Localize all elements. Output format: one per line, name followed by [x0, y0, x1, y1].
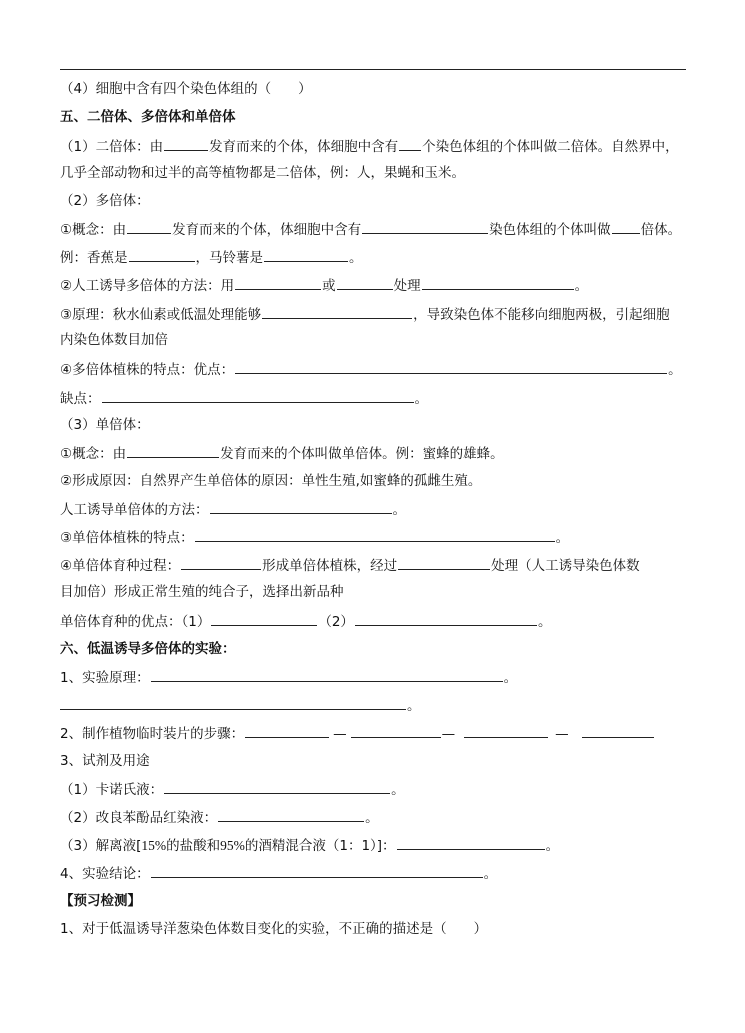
blank[interactable]	[351, 723, 441, 738]
polyploid-method: ②人工诱导多倍体的方法：用 或 处理 。	[60, 275, 695, 296]
blank[interactable]	[397, 835, 545, 850]
section-6-heading: 六、低温诱导多倍体的实验：	[60, 641, 236, 657]
reagent-dissociation: （3）解离液[15%的盐酸和95%的酒精混合液（1：1）]： 。	[60, 835, 695, 856]
blank[interactable]	[60, 695, 406, 710]
blank[interactable]	[264, 247, 348, 262]
blank[interactable]	[398, 555, 490, 570]
section-5-heading: 五、二倍体、多倍体和单倍体	[60, 109, 236, 125]
blank[interactable]	[612, 219, 640, 234]
experiment-conclusion: 4、实验结论： 。	[60, 863, 695, 884]
blank[interactable]	[129, 247, 195, 262]
blank[interactable]	[337, 275, 393, 290]
question-4: （4）细胞中含有四个染色体组的（ ）	[60, 81, 312, 97]
polyploid-drawbacks: 缺点： 。	[60, 388, 695, 409]
polyploid-examples: 例：香蕉是 ，马铃薯是 。	[60, 247, 695, 268]
blank[interactable]	[127, 443, 219, 458]
blank[interactable]	[164, 779, 390, 794]
blank[interactable]	[218, 807, 364, 822]
reagent-carnoy: （1）卡诺氏液： 。	[60, 779, 695, 800]
preview-question-1: 1、对于低温诱导洋葱染色体数目变化的实验，不正确的描述是（ ）	[60, 921, 488, 937]
blank[interactable]	[151, 863, 483, 878]
blank[interactable]	[355, 611, 537, 626]
haploid-heading: （3）单倍体：	[60, 417, 150, 433]
blank[interactable]	[422, 275, 574, 290]
polyploid-traits: ④多倍体植株的特点：优点： 。	[60, 359, 695, 380]
header-rule	[60, 69, 686, 70]
reagents-heading: 3、试剂及用途	[60, 753, 150, 769]
diploid-definition: （1）二倍体：由 发育而来的个体，体细胞中含有 个染色体组的个体叫做二倍体。自然界中，	[60, 136, 695, 157]
blank[interactable]	[181, 555, 261, 570]
blank[interactable]	[102, 388, 414, 403]
haploid-traits: ③单倍体植株的特点： 。	[60, 527, 695, 548]
haploid-breeding: ④单倍体育种过程： 形成单倍体植株，经过 处理（人工诱导染色体数	[60, 555, 695, 576]
polyploid-principle-cont: 内染色体数目加倍	[60, 332, 168, 348]
haploid-breeding-cont: 目加倍）形成正常生殖的纯合子，选择出新品种	[60, 584, 344, 600]
polyploid-heading: （2）多倍体：	[60, 193, 150, 209]
blank[interactable]	[582, 723, 654, 738]
experiment-principle: 1、实验原理： 。	[60, 667, 695, 688]
haploid-advantages: 单倍体育种的优点：（1） （2） 。	[60, 611, 695, 632]
polyploid-concept: ①概念：由 发育而来的个体，体细胞中含有 染色体组的个体叫做 倍体。	[60, 219, 695, 240]
blank[interactable]	[210, 499, 392, 514]
blank[interactable]	[195, 527, 555, 542]
haploid-cause: ②形成原因：自然界产生单倍体的原因：单性生殖,如蜜蜂的孤雌生殖。	[60, 473, 482, 489]
blank[interactable]	[235, 275, 321, 290]
blank[interactable]	[211, 611, 317, 626]
blank[interactable]	[151, 667, 503, 682]
slide-steps: 2、制作植物临时装片的步骤： — — —	[60, 723, 695, 744]
blank[interactable]	[164, 136, 208, 151]
haploid-concept: ①概念：由 发育而来的个体叫做单倍体。例：蜜蜂的雄蜂。	[60, 443, 695, 464]
blank[interactable]	[362, 219, 488, 234]
blank[interactable]	[464, 723, 548, 738]
blank[interactable]	[235, 359, 667, 374]
blank[interactable]	[399, 136, 421, 151]
blank[interactable]	[262, 304, 412, 319]
diploid-examples: 几乎全部动物和过半的高等植物都是二倍体，例：人，果蝇和玉米。	[60, 165, 465, 181]
experiment-principle-cont: 。	[60, 695, 695, 716]
reagent-stain: （2）改良苯酚品红染液： 。	[60, 807, 695, 828]
blank[interactable]	[127, 219, 171, 234]
preview-check-heading: 【预习检测】	[60, 893, 141, 909]
haploid-method: 人工诱导单倍体的方法： 。	[60, 499, 695, 520]
polyploid-principle: ③原理：秋水仙素或低温处理能够 ，导致染色体不能移向细胞两极，引起细胞	[60, 304, 695, 325]
blank[interactable]	[245, 723, 329, 738]
